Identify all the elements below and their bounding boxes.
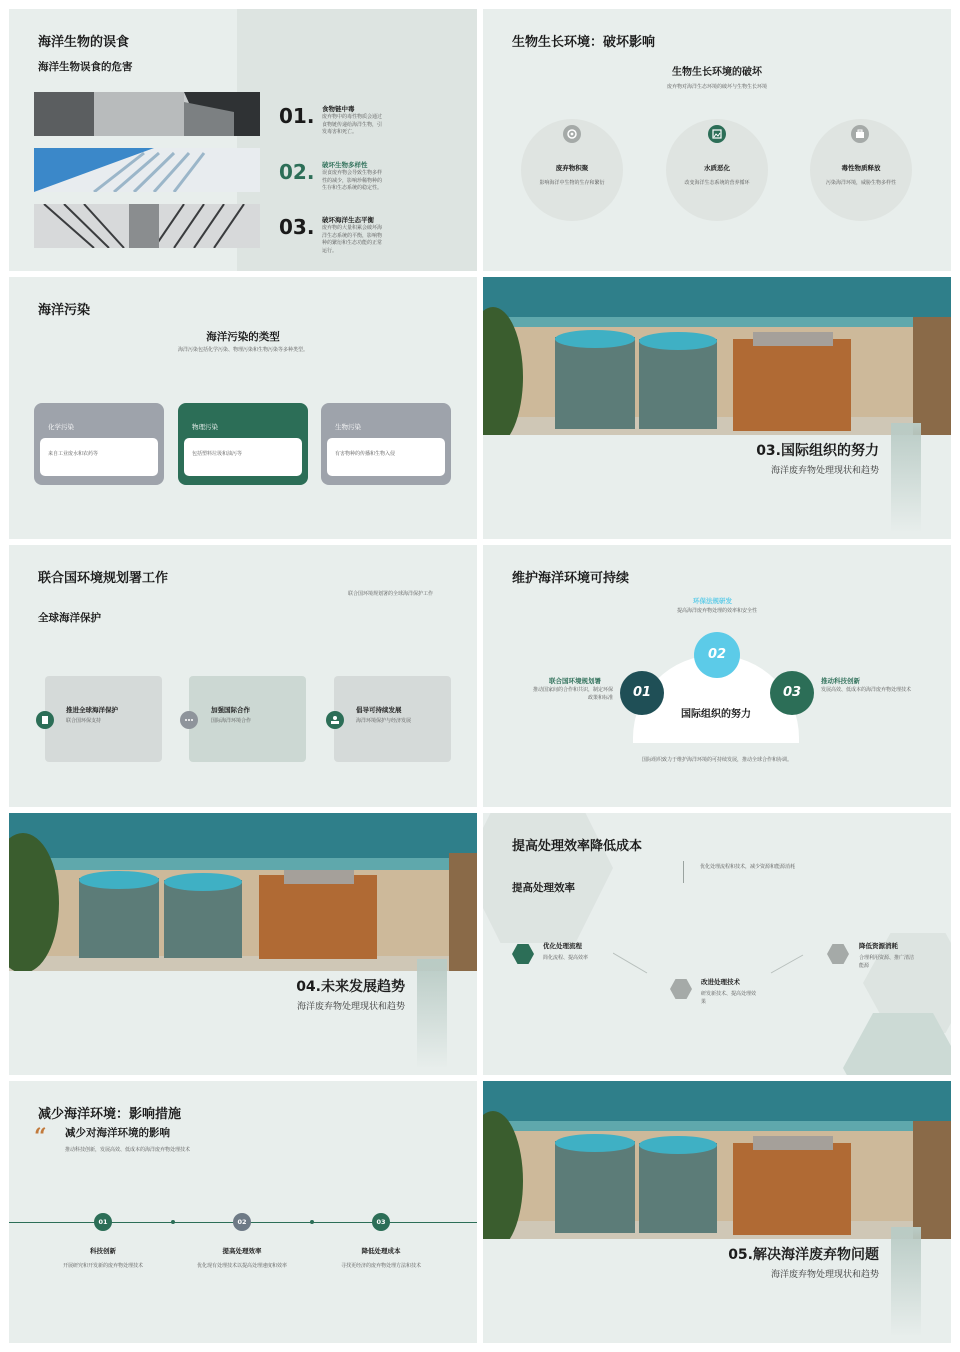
step-heading: 提高处理效率 <box>222 1247 262 1255</box>
slide-title: 生物生长环境：破坏影响 <box>512 35 656 50</box>
document-icon <box>36 711 54 729</box>
step-node: 01 <box>94 1213 112 1231</box>
decor-hexagon <box>843 1013 951 1075</box>
step-text: 寻找更经济的废弃物处理方法和技术 <box>340 1263 421 1269</box>
slide-section-05[interactable] <box>483 1081 951 1343</box>
step-heading: 降低资源消耗 <box>859 942 898 950</box>
slide-note: 联合国环境规划署的全球海洋保护工作 <box>348 591 434 597</box>
slide-title: 海洋污染 <box>38 303 91 318</box>
recycle-bins-photo <box>9 813 477 971</box>
impact-text: 污染海洋环境，威胁生物多样性 <box>825 180 896 186</box>
work-card[interactable] <box>45 676 162 762</box>
step-text: 简化流程、提高效率 <box>543 955 589 961</box>
step-node: 02 <box>233 1213 251 1231</box>
impact-text: 影响海洋中生物的生存和繁衍 <box>539 180 605 186</box>
step-heading: 优化处理流程 <box>543 942 582 950</box>
slide-title: 联合国环境规划署工作 <box>38 571 169 586</box>
briefcase-icon <box>851 125 869 143</box>
timeline-dot <box>171 1220 175 1224</box>
slide-sustainability[interactable] <box>483 545 951 807</box>
step-text: 提高海洋废弃物处理的效率和安全性 <box>676 608 757 614</box>
building-photo-3 <box>34 204 260 248</box>
impact-heading: 废弃物积聚 <box>555 164 589 172</box>
slide-subtitle: 生物生长环境的破坏 <box>672 67 762 78</box>
step-text: 合理利用资源、推广清洁能源 <box>859 955 915 969</box>
step-bubble: 01 <box>620 671 664 715</box>
work-text: 联合国环保支持 <box>66 718 102 724</box>
step-heading: 环保法规研发 <box>693 597 732 605</box>
step-heading: 降低处理成本 <box>361 1247 401 1255</box>
pollution-card[interactable] <box>178 403 308 485</box>
item-text: 误食废弃物会导致生物多样性的减少，影响珍稀物种的生存和生态系统的稳定性。 <box>322 170 383 191</box>
slide-unep-work[interactable] <box>9 545 477 807</box>
slide-note: 优化处理流程和技术，减少资源和能源消耗 <box>700 864 796 870</box>
quote-icon: “ <box>34 1124 47 1150</box>
slide-description: 废弃物对海洋生态环境的破坏与生物生长环境 <box>666 84 767 90</box>
slide-subtitle: 减少对海洋环境的影响 <box>65 1127 170 1139</box>
recycle-bins-photo <box>483 277 951 435</box>
center-label: 国际组织的努力 <box>681 709 751 720</box>
building-photo-1 <box>34 92 260 136</box>
section-heading: 04.未来发展趋势 <box>296 979 405 995</box>
chat-icon <box>180 711 198 729</box>
recycle-bins-photo <box>483 1081 951 1239</box>
slide-marine-ingestion[interactable] <box>9 9 477 271</box>
slide-description: 推动科技创新，发展高效、低成本的海洋废弃物处理技术 <box>65 1147 191 1153</box>
slide-subtitle: 海洋污染的类型 <box>206 331 280 343</box>
accent-fade-bar <box>417 959 447 1069</box>
pollution-card[interactable] <box>34 403 164 485</box>
slide-section-03[interactable] <box>483 277 951 539</box>
impact-text: 改变海洋生态系统的营养循环 <box>684 180 750 186</box>
slide-reduce-impact[interactable] <box>9 1081 477 1343</box>
work-text: 海洋环境保护与经济发展 <box>356 718 412 724</box>
impact-heading: 水质恶化 <box>704 164 730 172</box>
card-label: 生物污染 <box>335 423 361 431</box>
pollution-card[interactable] <box>321 403 451 485</box>
step-heading: 改进处理技术 <box>701 978 740 986</box>
section-subheading: 海洋废弃物处理现状和趋势 <box>770 466 879 476</box>
section-heading: 05.解决海洋废弃物问题 <box>728 1247 879 1263</box>
card-label: 物理污染 <box>192 423 218 431</box>
target-icon <box>563 125 581 143</box>
slide-subtitle: 海洋生物误食的危害 <box>38 61 133 73</box>
slide-ocean-pollution[interactable] <box>9 277 477 539</box>
item-number: 02. <box>279 160 315 184</box>
timeline-dot <box>310 1220 314 1224</box>
slide-description: 海洋污染包括化学污染、物理污染和生物污染等多种类型。 <box>177 347 308 353</box>
slide-section-04[interactable] <box>9 813 477 1075</box>
accent-fade-bar <box>891 1227 921 1337</box>
building-photo-2 <box>34 148 260 192</box>
slide-title: 海洋生物的误食 <box>38 35 130 50</box>
step-bubble: 03 <box>770 671 814 715</box>
step-text: 推动国家间的合作和共识，制定环保政策和标准 <box>532 687 613 701</box>
slide-efficiency[interactable] <box>483 813 951 1075</box>
step-text: 发展高效、低成本的海洋废弃物处理技术 <box>821 687 912 693</box>
group-icon <box>326 711 344 729</box>
section-subheading: 海洋废弃物处理现状和趋势 <box>770 1270 879 1280</box>
section-subheading: 海洋废弃物处理现状和趋势 <box>296 1002 405 1012</box>
section-heading: 03.国际组织的努力 <box>756 443 879 459</box>
slide-subtitle: 全球海洋保护 <box>38 612 101 624</box>
slide-title: 减少海洋环境：影响措施 <box>38 1107 182 1122</box>
step-heading: 科技创新 <box>90 1247 116 1255</box>
card-text: 包括塑料垃圾和油污等 <box>192 451 243 457</box>
slide-footer: 国际组织致力于维护海洋环境的可持续发展，推动全球合作和协调。 <box>641 757 792 763</box>
step-node: 03 <box>372 1213 390 1231</box>
step-heading: 推动科技创新 <box>821 677 860 685</box>
card-label: 化学污染 <box>48 423 74 431</box>
work-text: 国际海洋环境合作 <box>211 718 252 724</box>
divider <box>683 861 684 883</box>
slide-title: 维护海洋环境可持续 <box>512 571 630 586</box>
item-heading: 食物链中毒 <box>322 105 355 113</box>
puzzle-icon <box>827 944 849 964</box>
decor-hexagon <box>483 813 613 943</box>
image-icon <box>512 944 534 964</box>
item-heading: 破坏海洋生态平衡 <box>322 216 374 224</box>
accent-fade-bar <box>891 423 921 533</box>
image-icon <box>708 125 726 143</box>
slide-habitat-damage[interactable] <box>483 9 951 271</box>
step-text: 开展研究和开发新的废弃物处理技术 <box>62 1263 143 1269</box>
step-text: 研发新技术、提高处理效果 <box>701 991 757 1005</box>
step-heading: 联合国环境规划署 <box>549 677 601 685</box>
impact-heading: 毒性物质释放 <box>841 164 881 172</box>
card-text: 有害物种的传播和生物入侵 <box>335 451 396 457</box>
card-text: 来自工业废水和农药等 <box>48 451 99 457</box>
work-heading: 加强国际合作 <box>211 706 250 714</box>
item-number: 03. <box>279 215 315 239</box>
item-text: 废弃物的大量积累会破坏海洋生态系统的平衡，影响物种的繁衍和生态功能的正常运行。 <box>322 225 383 254</box>
item-text: 废弃物中的毒性物质会通过食物链传递给海洋生物，引发毒害和死亡。 <box>322 114 383 135</box>
step-text: 优化现有处理技术以提高处理速度和效率 <box>197 1263 288 1269</box>
work-heading: 倡导可持续发展 <box>356 706 402 714</box>
work-heading: 推进全球海洋保护 <box>66 706 118 714</box>
item-number: 01. <box>279 104 315 128</box>
item-heading: 破坏生物多样性 <box>322 161 368 169</box>
step-bubble: 02 <box>694 632 740 678</box>
slide-title: 提高处理效率降低成本 <box>512 839 643 854</box>
slide-subtitle: 提高处理效率 <box>512 882 575 894</box>
